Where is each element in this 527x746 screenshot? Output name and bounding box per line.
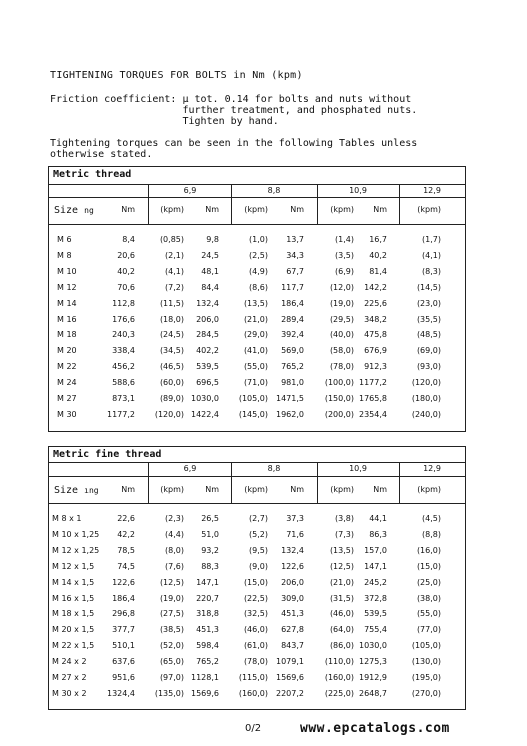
- friction-line-3: Tighten by hand.: [50, 116, 279, 127]
- note-line-1: Tightening torques can be seen in the following Tables unless: [50, 138, 418, 149]
- torque-kpm-cell: (7,2): [165, 282, 184, 292]
- torque-nm-cell: 48,1: [201, 266, 219, 276]
- torque-kpm-cell: (145,0): [238, 409, 268, 419]
- torque-kpm-cell: (2,3): [165, 514, 184, 523]
- column-divider: [148, 184, 149, 224]
- torque-nm-cell: 40,2: [369, 250, 387, 260]
- torque-nm-cell: 51,0: [201, 529, 219, 539]
- torque-nm-cell: 16,7: [369, 235, 387, 244]
- column-divider: [399, 462, 400, 503]
- size-cell: M 14 x 1,5: [52, 577, 95, 587]
- torque-nm-cell: 86,3: [369, 529, 387, 539]
- size-cell: M 20: [57, 346, 77, 356]
- torque-nm-cell: 569,0: [281, 346, 304, 356]
- torque-kpm-cell: (15,0): [243, 577, 268, 587]
- torque-nm-cell: 122,6: [112, 577, 135, 587]
- grade-header: 12,9: [423, 186, 441, 195]
- torque-kpm-cell: (105,0): [238, 394, 268, 403]
- size-cell: M 16 x 1,5: [52, 593, 95, 603]
- torque-nm-cell: 220,7: [196, 593, 219, 603]
- torque-nm-cell: 142,2: [364, 282, 387, 292]
- torque-nm-cell: 348,2: [364, 314, 387, 324]
- watermark: www.epcatalogs.com: [300, 721, 450, 736]
- torque-nm-cell: 755,4: [364, 625, 387, 635]
- size-cell: M 24: [57, 378, 77, 388]
- torque-kpm-cell: (9,0): [249, 561, 268, 571]
- torque-nm-cell: 1177,2: [359, 378, 387, 388]
- size-cell: M 18 x 1,5: [52, 609, 95, 619]
- size-cell: M 22: [57, 362, 77, 372]
- size-cell: M 22 x 1,5: [52, 641, 95, 651]
- torque-nm-cell: 627,8: [281, 625, 304, 635]
- grade-header: 10,9: [349, 186, 367, 195]
- unit-kpm-header: (kpm): [330, 205, 354, 214]
- size-cell: M 18: [57, 330, 77, 340]
- torque-nm-cell: 676,9: [364, 346, 387, 356]
- torque-kpm-cell: (27,5): [159, 609, 184, 619]
- torque-kpm-cell: (4,5): [422, 514, 441, 523]
- torque-kpm-cell: (31,5): [329, 593, 354, 603]
- unit-kpm-header: (kpm): [160, 485, 184, 494]
- table-divider: [49, 503, 465, 504]
- torque-kpm-cell: (60,0): [159, 378, 184, 388]
- torque-nm-cell: 598,4: [196, 641, 219, 651]
- torque-kpm-cell: (77,0): [416, 625, 441, 635]
- torque-nm-cell: 338,4: [112, 346, 135, 356]
- torque-nm-cell: 37,3: [286, 514, 304, 523]
- torque-nm-cell: 696,5: [196, 378, 219, 388]
- page-number: 0/2: [245, 723, 262, 734]
- torque-kpm-cell: (35,5): [416, 314, 441, 324]
- torque-nm-cell: 206,0: [281, 577, 304, 587]
- unit-nm-header: Nm: [121, 205, 135, 214]
- torque-nm-cell: 539,5: [196, 362, 219, 372]
- torque-nm-cell: 451,3: [281, 609, 304, 619]
- torque-kpm-cell: (46,0): [243, 625, 268, 635]
- torque-kpm-cell: (100,0): [324, 378, 354, 388]
- torque-kpm-cell: (48,5): [416, 330, 441, 340]
- torque-nm-cell: 377,7: [112, 625, 135, 635]
- torque-nm-cell: 1962,0: [276, 409, 304, 419]
- torque-nm-cell: 456,2: [112, 362, 135, 372]
- size-cell: M 20 x 1,5: [52, 625, 95, 635]
- torque-kpm-cell: (19,0): [159, 593, 184, 603]
- torque-kpm-cell: (4,4): [165, 529, 184, 539]
- unit-kpm-header: (kpm): [160, 205, 184, 214]
- torque-nm-cell: 1324,4: [107, 688, 135, 698]
- torque-kpm-cell: (22,5): [243, 593, 268, 603]
- column-divider: [231, 462, 232, 503]
- column-divider: [317, 184, 318, 224]
- torque-kpm-cell: (46,0): [329, 609, 354, 619]
- unit-kpm-header: (kpm): [417, 205, 441, 214]
- torque-nm-cell: 245,2: [364, 577, 387, 587]
- size-cell: M 10: [57, 266, 77, 276]
- torque-nm-cell: 873,1: [112, 394, 135, 403]
- torque-kpm-cell: (41,0): [243, 346, 268, 356]
- torque-nm-cell: 70,6: [117, 282, 135, 292]
- torque-nm-cell: 157,0: [364, 545, 387, 555]
- torque-nm-cell: 372,8: [364, 593, 387, 603]
- torque-nm-cell: 451,3: [196, 625, 219, 635]
- metric-fine-thread-table: [48, 446, 466, 710]
- torque-kpm-cell: (71,0): [243, 378, 268, 388]
- torque-nm-cell: 765,2: [281, 362, 304, 372]
- grade-header: 6,9: [183, 464, 197, 473]
- torque-kpm-cell: (240,0): [411, 409, 441, 419]
- torque-nm-cell: 186,4: [281, 298, 304, 308]
- torque-kpm-cell: (78,0): [329, 362, 354, 372]
- size-label-suffix: ıng: [84, 486, 99, 495]
- torque-nm-cell: 93,2: [201, 545, 219, 555]
- torque-kpm-cell: (195,0): [411, 673, 441, 682]
- torque-kpm-cell: (69,0): [416, 346, 441, 356]
- torque-kpm-cell: (15,0): [416, 561, 441, 571]
- size-label: Size: [54, 205, 79, 216]
- torque-kpm-cell: (11,5): [159, 298, 184, 308]
- table-divider: [49, 197, 465, 198]
- torque-nm-cell: 981,0: [281, 378, 304, 388]
- torque-nm-cell: 176,6: [112, 314, 135, 324]
- torque-nm-cell: 765,2: [196, 657, 219, 667]
- table-divider: [49, 462, 465, 463]
- torque-nm-cell: 2207,2: [276, 688, 304, 698]
- torque-kpm-cell: (5,2): [249, 529, 268, 539]
- table-divider: [49, 476, 465, 477]
- size-cell: M 27 x 2: [52, 673, 87, 682]
- torque-nm-cell: 40,2: [117, 266, 135, 276]
- torque-nm-cell: 588,6: [112, 378, 135, 388]
- grade-header: 8,8: [267, 186, 281, 195]
- unit-nm-header: Nm: [205, 485, 219, 494]
- torque-kpm-cell: (12,5): [159, 577, 184, 587]
- torque-kpm-cell: (97,0): [159, 673, 184, 682]
- torque-kpm-cell: (18,0): [159, 314, 184, 324]
- torque-kpm-cell: (86,0): [329, 641, 354, 651]
- torque-kpm-cell: (29,0): [243, 330, 268, 340]
- torque-kpm-cell: (55,0): [243, 362, 268, 372]
- torque-kpm-cell: (4,1): [422, 250, 441, 260]
- size-cell: M 12 x 1,25: [52, 545, 100, 555]
- torque-kpm-cell: (0,85): [159, 235, 184, 244]
- table-divider: [49, 184, 465, 185]
- torque-kpm-cell: (12,5): [329, 561, 354, 571]
- table-title: Metric fine thread: [53, 449, 162, 460]
- torque-kpm-cell: (130,0): [411, 657, 441, 667]
- torque-kpm-cell: (8,6): [249, 282, 268, 292]
- torque-kpm-cell: (1,0): [249, 235, 268, 244]
- torque-kpm-cell: (2,1): [165, 250, 184, 260]
- torque-kpm-cell: (29,5): [329, 314, 354, 324]
- torque-kpm-cell: (135,0): [154, 688, 184, 698]
- torque-nm-cell: 132,4: [196, 298, 219, 308]
- torque-nm-cell: 24,5: [201, 250, 219, 260]
- torque-nm-cell: 309,0: [281, 593, 304, 603]
- size-label: Size: [54, 485, 79, 496]
- torque-kpm-cell: (3,5): [335, 250, 354, 260]
- torque-kpm-cell: (120,0): [411, 378, 441, 388]
- torque-nm-cell: 510,1: [112, 641, 135, 651]
- torque-kpm-cell: (24,5): [159, 330, 184, 340]
- torque-nm-cell: 13,7: [286, 235, 304, 244]
- torque-nm-cell: 2648,7: [359, 688, 387, 698]
- page-title: TIGHTENING TORQUES FOR BOLTS in Nm (kpm): [50, 70, 303, 81]
- torque-kpm-cell: (180,0): [411, 394, 441, 403]
- torque-kpm-cell: (32,5): [243, 609, 268, 619]
- torque-nm-cell: 284,5: [196, 330, 219, 340]
- torque-kpm-cell: (16,0): [416, 545, 441, 555]
- torque-nm-cell: 475,8: [364, 330, 387, 340]
- torque-kpm-cell: (14,5): [416, 282, 441, 292]
- torque-kpm-cell: (150,0): [324, 394, 354, 403]
- torque-nm-cell: 296,8: [112, 609, 135, 619]
- torque-kpm-cell: (12,0): [329, 282, 354, 292]
- unit-kpm-header: (kpm): [417, 485, 441, 494]
- torque-kpm-cell: (19,0): [329, 298, 354, 308]
- torque-kpm-cell: (2,5): [249, 250, 268, 260]
- torque-nm-cell: 206,0: [196, 314, 219, 324]
- size-cell: M 30 x 2: [52, 688, 87, 698]
- torque-kpm-cell: (25,0): [416, 577, 441, 587]
- torque-nm-cell: 539,5: [364, 609, 387, 619]
- torque-kpm-cell: (7,3): [335, 529, 354, 539]
- torque-kpm-cell: (4,9): [249, 266, 268, 276]
- torque-kpm-cell: (38,5): [159, 625, 184, 635]
- torque-kpm-cell: (61,0): [243, 641, 268, 651]
- unit-nm-header: Nm: [290, 485, 304, 494]
- size-label-suffix: ng: [84, 206, 94, 215]
- size-cell: M 12 x 1,5: [52, 561, 95, 571]
- torque-nm-cell: 912,3: [364, 362, 387, 372]
- torque-nm-cell: 1128,1: [191, 673, 219, 682]
- torque-nm-cell: 112,8: [112, 298, 135, 308]
- unit-kpm-header: (kpm): [244, 485, 268, 494]
- unit-kpm-header: (kpm): [244, 205, 268, 214]
- torque-kpm-cell: (110,0): [324, 657, 354, 667]
- torque-nm-cell: 147,1: [364, 561, 387, 571]
- torque-kpm-cell: (13,5): [243, 298, 268, 308]
- torque-kpm-cell: (1,4): [335, 235, 354, 244]
- size-cell: M 10 x 1,25: [52, 529, 100, 539]
- torque-kpm-cell: (46,5): [159, 362, 184, 372]
- torque-kpm-cell: (115,0): [238, 673, 268, 682]
- torque-kpm-cell: (23,0): [416, 298, 441, 308]
- torque-nm-cell: 117,7: [281, 282, 304, 292]
- torque-nm-cell: 1569,6: [191, 688, 219, 698]
- torque-nm-cell: 1569,6: [276, 673, 304, 682]
- size-cell: M 8 x 1: [52, 514, 82, 523]
- torque-nm-cell: 951,6: [112, 673, 135, 682]
- unit-nm-header: Nm: [205, 205, 219, 214]
- size-cell: M 24 x 2: [52, 657, 87, 667]
- torque-kpm-cell: (8,3): [422, 266, 441, 276]
- torque-kpm-cell: (270,0): [411, 688, 441, 698]
- torque-nm-cell: 9,8: [206, 235, 219, 244]
- torque-kpm-cell: (13,5): [329, 545, 354, 555]
- grade-header: 12,9: [423, 464, 441, 473]
- torque-nm-cell: 84,4: [201, 282, 219, 292]
- column-divider: [231, 184, 232, 224]
- torque-kpm-cell: (64,0): [329, 625, 354, 635]
- torque-nm-cell: 78,5: [117, 545, 135, 555]
- size-cell: M 27: [57, 394, 77, 403]
- column-divider: [399, 184, 400, 224]
- torque-nm-cell: 20,6: [117, 250, 135, 260]
- torque-kpm-cell: (58,0): [329, 346, 354, 356]
- torque-kpm-cell: (1,7): [422, 235, 441, 244]
- torque-kpm-cell: (4,1): [165, 266, 184, 276]
- table-divider: [49, 224, 465, 225]
- friction-line-1: Friction coefficient: μ tot. 0.14 for bolts and nuts without: [50, 94, 412, 105]
- torque-kpm-cell: (21,0): [243, 314, 268, 324]
- column-divider: [317, 462, 318, 503]
- torque-kpm-cell: (160,0): [238, 688, 268, 698]
- torque-kpm-cell: (93,0): [416, 362, 441, 372]
- torque-nm-cell: 318,8: [196, 609, 219, 619]
- torque-kpm-cell: (6,9): [335, 266, 354, 276]
- unit-nm-header: Nm: [373, 205, 387, 214]
- torque-nm-cell: 26,5: [201, 514, 219, 523]
- torque-nm-cell: 1030,0: [359, 641, 387, 651]
- torque-kpm-cell: (40,0): [329, 330, 354, 340]
- torque-nm-cell: 289,4: [281, 314, 304, 324]
- size-cell: M 30: [57, 409, 77, 419]
- torque-kpm-cell: (34,5): [159, 346, 184, 356]
- torque-kpm-cell: (120,0): [154, 409, 184, 419]
- size-cell: M 14: [57, 298, 77, 308]
- torque-nm-cell: 44,1: [369, 514, 387, 523]
- torque-nm-cell: 186,4: [112, 593, 135, 603]
- torque-nm-cell: 1471,5: [276, 394, 304, 403]
- grade-header: 10,9: [349, 464, 367, 473]
- torque-nm-cell: 1912,9: [359, 673, 387, 682]
- torque-nm-cell: 67,7: [286, 266, 304, 276]
- grade-header: 8,8: [267, 464, 281, 473]
- torque-kpm-cell: (8,8): [422, 529, 441, 539]
- torque-nm-cell: 843,7: [281, 641, 304, 651]
- torque-nm-cell: 2354,4: [359, 409, 387, 419]
- torque-kpm-cell: (52,0): [159, 641, 184, 651]
- torque-nm-cell: 71,6: [286, 529, 304, 539]
- friction-line-2: further treatment, and phosphated nuts.: [50, 105, 418, 116]
- column-divider: [148, 462, 149, 503]
- size-cell: M 16: [57, 314, 77, 324]
- torque-nm-cell: 122,6: [281, 561, 304, 571]
- torque-nm-cell: 225,6: [364, 298, 387, 308]
- torque-kpm-cell: (21,0): [329, 577, 354, 587]
- torque-nm-cell: 88,3: [201, 561, 219, 571]
- torque-nm-cell: 1422,4: [191, 409, 219, 419]
- torque-kpm-cell: (78,0): [243, 657, 268, 667]
- torque-nm-cell: 147,1: [196, 577, 219, 587]
- torque-kpm-cell: (55,0): [416, 609, 441, 619]
- note-line-2: otherwise stated.: [50, 149, 153, 160]
- size-header: [54, 485, 99, 496]
- torque-kpm-cell: (89,0): [159, 394, 184, 403]
- torque-kpm-cell: (200,0): [324, 409, 354, 419]
- torque-kpm-cell: (2,7): [249, 514, 268, 523]
- unit-nm-header: Nm: [290, 205, 304, 214]
- unit-kpm-header: (kpm): [330, 485, 354, 494]
- torque-nm-cell: 42,2: [117, 529, 135, 539]
- unit-nm-header: Nm: [121, 485, 135, 494]
- torque-nm-cell: 74,5: [117, 561, 135, 571]
- torque-nm-cell: 1275,3: [359, 657, 387, 667]
- torque-kpm-cell: (225,0): [324, 688, 354, 698]
- size-cell: M 12: [57, 282, 77, 292]
- torque-nm-cell: 1079,1: [276, 657, 304, 667]
- torque-nm-cell: 1765,8: [359, 394, 387, 403]
- size-cell: M 8: [57, 250, 72, 260]
- torque-kpm-cell: (3,8): [335, 514, 354, 523]
- unit-nm-header: Nm: [373, 485, 387, 494]
- torque-nm-cell: 81,4: [369, 266, 387, 276]
- torque-nm-cell: 22,6: [117, 514, 135, 523]
- torque-kpm-cell: (9,5): [249, 545, 268, 555]
- torque-nm-cell: 132,4: [281, 545, 304, 555]
- torque-nm-cell: 1177,2: [107, 409, 135, 419]
- torque-kpm-cell: (65,0): [159, 657, 184, 667]
- torque-nm-cell: 1030,0: [191, 394, 219, 403]
- torque-kpm-cell: (160,0): [324, 673, 354, 682]
- size-header: [54, 205, 94, 216]
- torque-kpm-cell: (38,0): [416, 593, 441, 603]
- metric-thread-table: [48, 166, 466, 432]
- torque-nm-cell: 240,3: [112, 330, 135, 340]
- torque-kpm-cell: (105,0): [411, 641, 441, 651]
- torque-kpm-cell: (7,6): [165, 561, 184, 571]
- table-title: Metric thread: [53, 169, 132, 180]
- torque-nm-cell: 34,3: [286, 250, 304, 260]
- torque-nm-cell: 402,2: [196, 346, 219, 356]
- torque-nm-cell: 392,4: [281, 330, 304, 340]
- torque-kpm-cell: (8,0): [165, 545, 184, 555]
- grade-header: 6,9: [183, 186, 197, 195]
- size-cell: M 6: [57, 235, 72, 244]
- torque-nm-cell: 637,6: [112, 657, 135, 667]
- torque-nm-cell: 8,4: [122, 235, 135, 244]
